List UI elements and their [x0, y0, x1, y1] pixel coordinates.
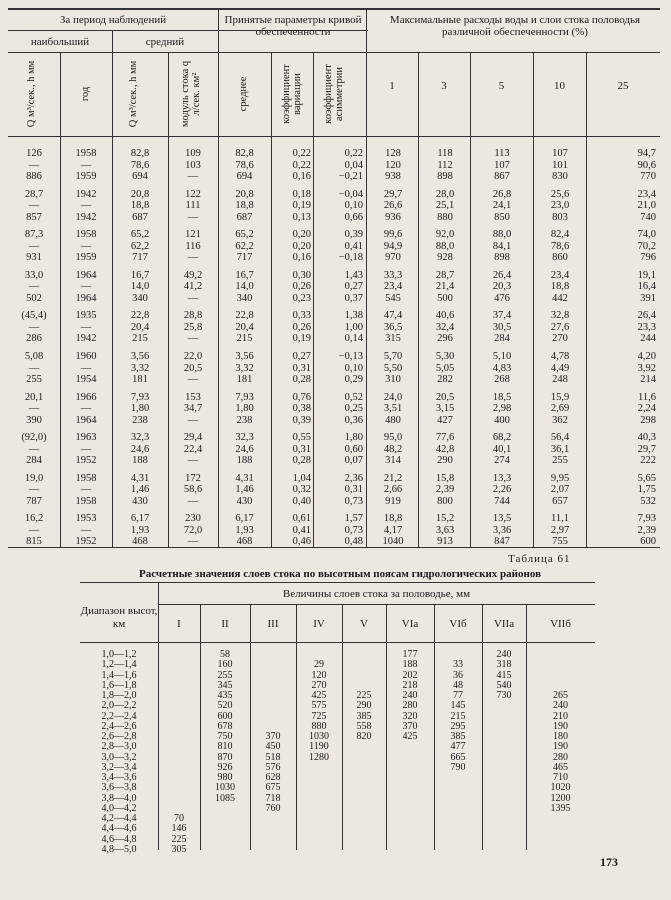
cell-p25: 74,0 70,2 796 — [637, 229, 656, 264]
cell-p5: 26,4 20,3 476 — [492, 269, 512, 304]
cell-q: 126 — 886 — [26, 148, 42, 182]
cell-p5: 68,2 40,1 274 — [492, 432, 512, 467]
cell-mod: 28,8 25,8 — — [183, 310, 203, 345]
values-header: Величины слоев стока за половодье, мм — [282, 588, 471, 600]
cell-qm: 4,31 1,46 430 — [130, 472, 150, 507]
cell-mod: 121 116 — — [185, 229, 201, 264]
cell-p10: 32,8 27,6 270 — [550, 310, 570, 345]
cell-p25: 5,65 1,75 532 — [637, 472, 656, 507]
zone-header-III: III — [267, 618, 279, 630]
cell-qm: 32,3 24,6 188 — [130, 432, 150, 467]
cs-header: коэффициент асимметрии — [323, 64, 345, 124]
cv-header: коэффициент вариации — [281, 64, 303, 124]
cell-cs: 1,38 1,00 0,14 — [344, 310, 363, 345]
cell-q: 28,7 — 857 — [24, 188, 44, 223]
cell-p3: 28,0 25,1 880 — [435, 188, 455, 223]
cell-avg: 32,3 24,6 188 — [235, 432, 254, 467]
cell-cv: 0,22 0,22 0,16 — [292, 148, 311, 182]
cell-p10: 56,4 36,1 255 — [550, 432, 570, 467]
zone-header-VIIa: VIIа — [493, 618, 515, 630]
cell-avg: 22,8 20,4 215 — [235, 310, 254, 345]
zone-values-VIa: 177 188 202 218 240 280 320 370 425 — [402, 649, 418, 742]
cell-cs: 1,57 0,73 0,48 — [344, 513, 363, 548]
cell-p25: 4,20 3,92 214 — [637, 351, 656, 385]
cell-avg: 7,93 1,80 238 — [235, 391, 254, 426]
cell-p10: 15,9 2,69 362 — [550, 391, 570, 426]
cell-q: 33,0 — 502 — [24, 269, 44, 304]
cell-p10: 11,1 2,97 755 — [550, 513, 570, 548]
cell-avg: 20,8 18,8 687 — [235, 188, 254, 223]
average-header: среднее — [238, 76, 249, 112]
cell-p3: 15,2 3,63 913 — [435, 513, 455, 548]
cell-p5: 113 107 867 — [494, 148, 510, 182]
cell-mod: 230 72,0 — — [183, 513, 203, 548]
cell-qm: 7,93 1,80 238 — [130, 391, 150, 426]
cell-yr: 1958 — 1958 — [75, 472, 97, 507]
cell-p10: 4,78 4,49 248 — [550, 351, 570, 385]
cell-p1: 21,2 2,66 919 — [383, 472, 403, 507]
cell-qm: 6,17 1,93 468 — [130, 513, 150, 548]
largest-header: наибольший — [30, 36, 90, 48]
range-column: 1,0—1,2 1,2—1,4 1,4—1,6 1,6—1,8 1,8—2,0 2,0—2,2 2,2—2,4 2,4—2,6 2,6—2,8 2,8—3,0 3,0—3,2 3,2—3,4 3,4—3,6 3,6—3,8 3,8—4,0 4,0—4,2 4,2—4,4 4,4—4,6 4,6—4,8 4,8—5,0 — [101, 649, 137, 855]
cell-q: (92,0) — 284 — [21, 432, 47, 467]
mean-header: средний — [145, 36, 185, 48]
cell-cv: 0,20 0,20 0,16 — [292, 229, 311, 264]
cell-avg: 6,17 1,93 468 — [235, 513, 254, 548]
cell-yr: 1935 — 1942 — [75, 310, 97, 345]
cell-p5: 13,5 3,36 847 — [492, 513, 512, 548]
zone-values-VIb: 33 36 48 77 145 215 295 385 477 665 790 — [450, 659, 466, 773]
cell-p10: 25,6 23,0 803 — [550, 188, 570, 223]
cell-yr: 1960 — 1954 — [75, 351, 97, 385]
cell-p25: 23,4 21,0 740 — [637, 188, 656, 223]
cell-yr: 1958 — 1959 — [75, 148, 97, 182]
cell-yr: 1964 — 1964 — [75, 269, 97, 304]
cell-p1: 29,7 26,6 936 — [383, 188, 403, 223]
cell-qm: 22,8 20,4 215 — [130, 310, 150, 345]
cell-mod: 22,0 20,5 — — [183, 351, 203, 385]
cell-p25: 40,3 29,7 222 — [637, 432, 656, 467]
cell-yr: 1963 — 1952 — [75, 432, 97, 467]
cell-p1: 128 120 938 — [385, 148, 401, 182]
cell-p3: 20,5 3,15 427 — [435, 391, 455, 426]
year-header: год — [80, 86, 91, 102]
cell-q: 20,1 — 390 — [24, 391, 44, 426]
cell-cs: 1,43 0,27 0,37 — [344, 269, 363, 304]
cell-avg: 4,31 1,46 430 — [235, 472, 254, 507]
zone-header-I: I — [177, 618, 181, 630]
cell-cv: 0,30 0,26 0,23 — [292, 269, 311, 304]
cell-q: 87,3 — 931 — [24, 229, 44, 264]
max-flows-header: Максимальные расходы воды и слои стока половодья различной обеспеченности (%) — [389, 14, 641, 38]
cell-p10: 82,4 78,6 860 — [550, 229, 570, 264]
cell-p25: 11,6 2,24 298 — [637, 391, 656, 426]
cell-cv: 0,33 0,26 0,19 — [292, 310, 311, 345]
cell-p1: 18,8 4,17 1040 — [382, 513, 404, 548]
zone-values-III: 370 450 518 576 628 675 718 760 — [265, 731, 281, 814]
cell-qm: 82,8 78,6 694 — [130, 148, 150, 182]
cell-cs: 0,52 0,25 0,36 — [344, 391, 363, 426]
cell-q: 5,08 — 255 — [24, 351, 44, 385]
zone-values-V: 225 290 385 558 820 — [356, 690, 372, 742]
page-number: 173 — [600, 855, 618, 869]
p-header-3: 3 — [441, 80, 447, 92]
zone-values-VIIa: 240 318 415 540 730 — [496, 649, 512, 701]
cell-qm: 16,7 14,0 340 — [130, 269, 150, 304]
cell-avg: 82,8 78,6 694 — [235, 148, 254, 182]
cell-cs: 2,36 0,31 0,73 — [344, 472, 363, 507]
cell-p10: 107 101 830 — [552, 148, 568, 182]
cell-avg: 3,56 3,32 181 — [235, 351, 254, 385]
cell-q: (45,4) — 286 — [21, 310, 47, 345]
cell-yr: 1942 — 1942 — [75, 188, 97, 223]
cell-mod: 29,4 22,4 — — [183, 432, 203, 467]
cell-p3: 77,6 42,8 290 — [435, 432, 455, 467]
zone-header-IV: IV — [313, 618, 325, 630]
table-title: Расчетные значения слоев стока по высотным поясам гидрологических районов — [138, 568, 542, 580]
zone-header-II: II — [221, 618, 229, 630]
zone-values-II: 58 160 255 345 435 520 600 678 750 810 870 926 980 1030 1085 — [215, 649, 235, 804]
cell-cv: 0,27 0,31 0,28 — [292, 351, 311, 385]
cell-mod: 122 111 — — [185, 188, 201, 223]
cell-p25: 94,7 90,6 770 — [637, 148, 656, 182]
cell-p3: 92,0 88,0 928 — [435, 229, 455, 264]
cell-p1: 95,0 48,2 314 — [383, 432, 403, 467]
cell-p1: 47,4 36,5 315 — [383, 310, 403, 345]
period-header: За период наблюдений — [59, 14, 167, 26]
cell-mod: 109 103 — — [185, 148, 201, 182]
cell-p3: 118 112 898 — [437, 148, 453, 182]
cell-p5: 18,5 2,98 400 — [492, 391, 512, 426]
cell-p25: 7,93 2,39 600 — [637, 513, 656, 548]
cell-q: 16,2 — 815 — [24, 513, 44, 548]
cell-p5: 88,0 84,1 898 — [492, 229, 512, 264]
cell-cv: 1,04 0,32 0,40 — [292, 472, 311, 507]
zone-values-IV: 29 120 270 425 575 725 880 1030 1190 1280 — [309, 659, 329, 763]
q-max-header: Q м³/сек., h мм — [26, 60, 37, 128]
cell-avg: 65,2 62,2 717 — [235, 229, 254, 264]
zone-values-VIIb: 265 240 210 190 180 190 280 465 710 1020 1200 1395 — [550, 690, 571, 814]
cell-p3: 5,30 5,05 282 — [435, 351, 455, 385]
cell-p1: 24,0 3,51 480 — [383, 391, 403, 426]
cell-p25: 26,4 23,3 244 — [637, 310, 656, 345]
cell-qm: 65,2 62,2 717 — [130, 229, 150, 264]
cell-cs: −0,13 0,10 0,29 — [338, 351, 363, 385]
cell-mod: 172 58,6 — — [183, 472, 203, 507]
cell-cv: 0,55 0,31 0,28 — [292, 432, 311, 467]
cell-cs: 0,22 0,04 −0,21 — [338, 148, 363, 182]
zone-header-V: V — [360, 618, 368, 630]
cell-qm: 3,56 3,32 181 — [130, 351, 150, 385]
q-mean-header: Q м³/сек., h мм — [128, 60, 139, 128]
cell-cs: 1,80 0,60 0,07 — [344, 432, 363, 467]
cell-p3: 15,8 2,39 800 — [435, 472, 455, 507]
cell-yr: 1953 — 1952 — [75, 513, 97, 548]
p-header-25: 25 — [617, 80, 629, 92]
cell-p5: 13,3 2,26 744 — [492, 472, 512, 507]
zone-header-VIb: VIб — [449, 618, 467, 630]
range-header: Диапазон высот, км — [80, 605, 158, 630]
cell-mod: 49,2 41,2 — — [183, 269, 203, 304]
cell-p1: 5,70 5,50 310 — [383, 351, 403, 385]
accepted-params-header: Принятые параметры кривой обеспеченности — [224, 14, 362, 38]
zone-header-VIa: VIа — [401, 618, 419, 630]
cell-yr: 1958 — 1959 — [75, 229, 97, 264]
cell-avg: 16,7 14,0 340 — [235, 269, 254, 304]
cell-p10: 23,4 18,8 442 — [550, 269, 570, 304]
cell-q: 19,0 — 787 — [24, 472, 44, 507]
cell-p3: 40,6 32,4 296 — [435, 310, 455, 345]
cell-cv: 0,18 0,19 0,13 — [292, 188, 311, 223]
p-header-1: 1 — [389, 80, 395, 92]
cell-p10: 9,95 2,07 657 — [550, 472, 570, 507]
zone-header-VIIb: VIIб — [550, 618, 571, 630]
cell-p1: 33,3 23,4 545 — [383, 269, 403, 304]
zone-values-I: 70 146 225 305 — [171, 813, 187, 855]
cell-p5: 26,8 24,1 850 — [492, 188, 512, 223]
modulus-header: модуль стока q л/сек. км² — [180, 60, 202, 128]
cell-p25: 19,1 16,4 391 — [637, 269, 656, 304]
cell-qm: 20,8 18,8 687 — [130, 188, 150, 223]
cell-cv: 0,61 0,41 0,46 — [292, 513, 311, 548]
cell-p5: 5,10 4,83 268 — [492, 351, 512, 385]
cell-cv: 0,76 0,38 0,39 — [292, 391, 311, 426]
cell-p1: 99,6 94,9 970 — [383, 229, 403, 264]
cell-p3: 28,7 21,4 500 — [435, 269, 455, 304]
p-header-10: 10 — [554, 80, 565, 92]
p-header-5: 5 — [498, 80, 505, 92]
cell-p5: 37,4 30,5 284 — [492, 310, 512, 345]
cell-cs: −0,04 0,10 0,66 — [338, 188, 363, 223]
cell-cs: 0,39 0,41 −0,18 — [338, 229, 363, 264]
table-number: Таблица 61 — [508, 553, 571, 565]
cell-yr: 1966 — 1964 — [75, 391, 97, 426]
cell-mod: 153 34,7 — — [183, 391, 203, 426]
